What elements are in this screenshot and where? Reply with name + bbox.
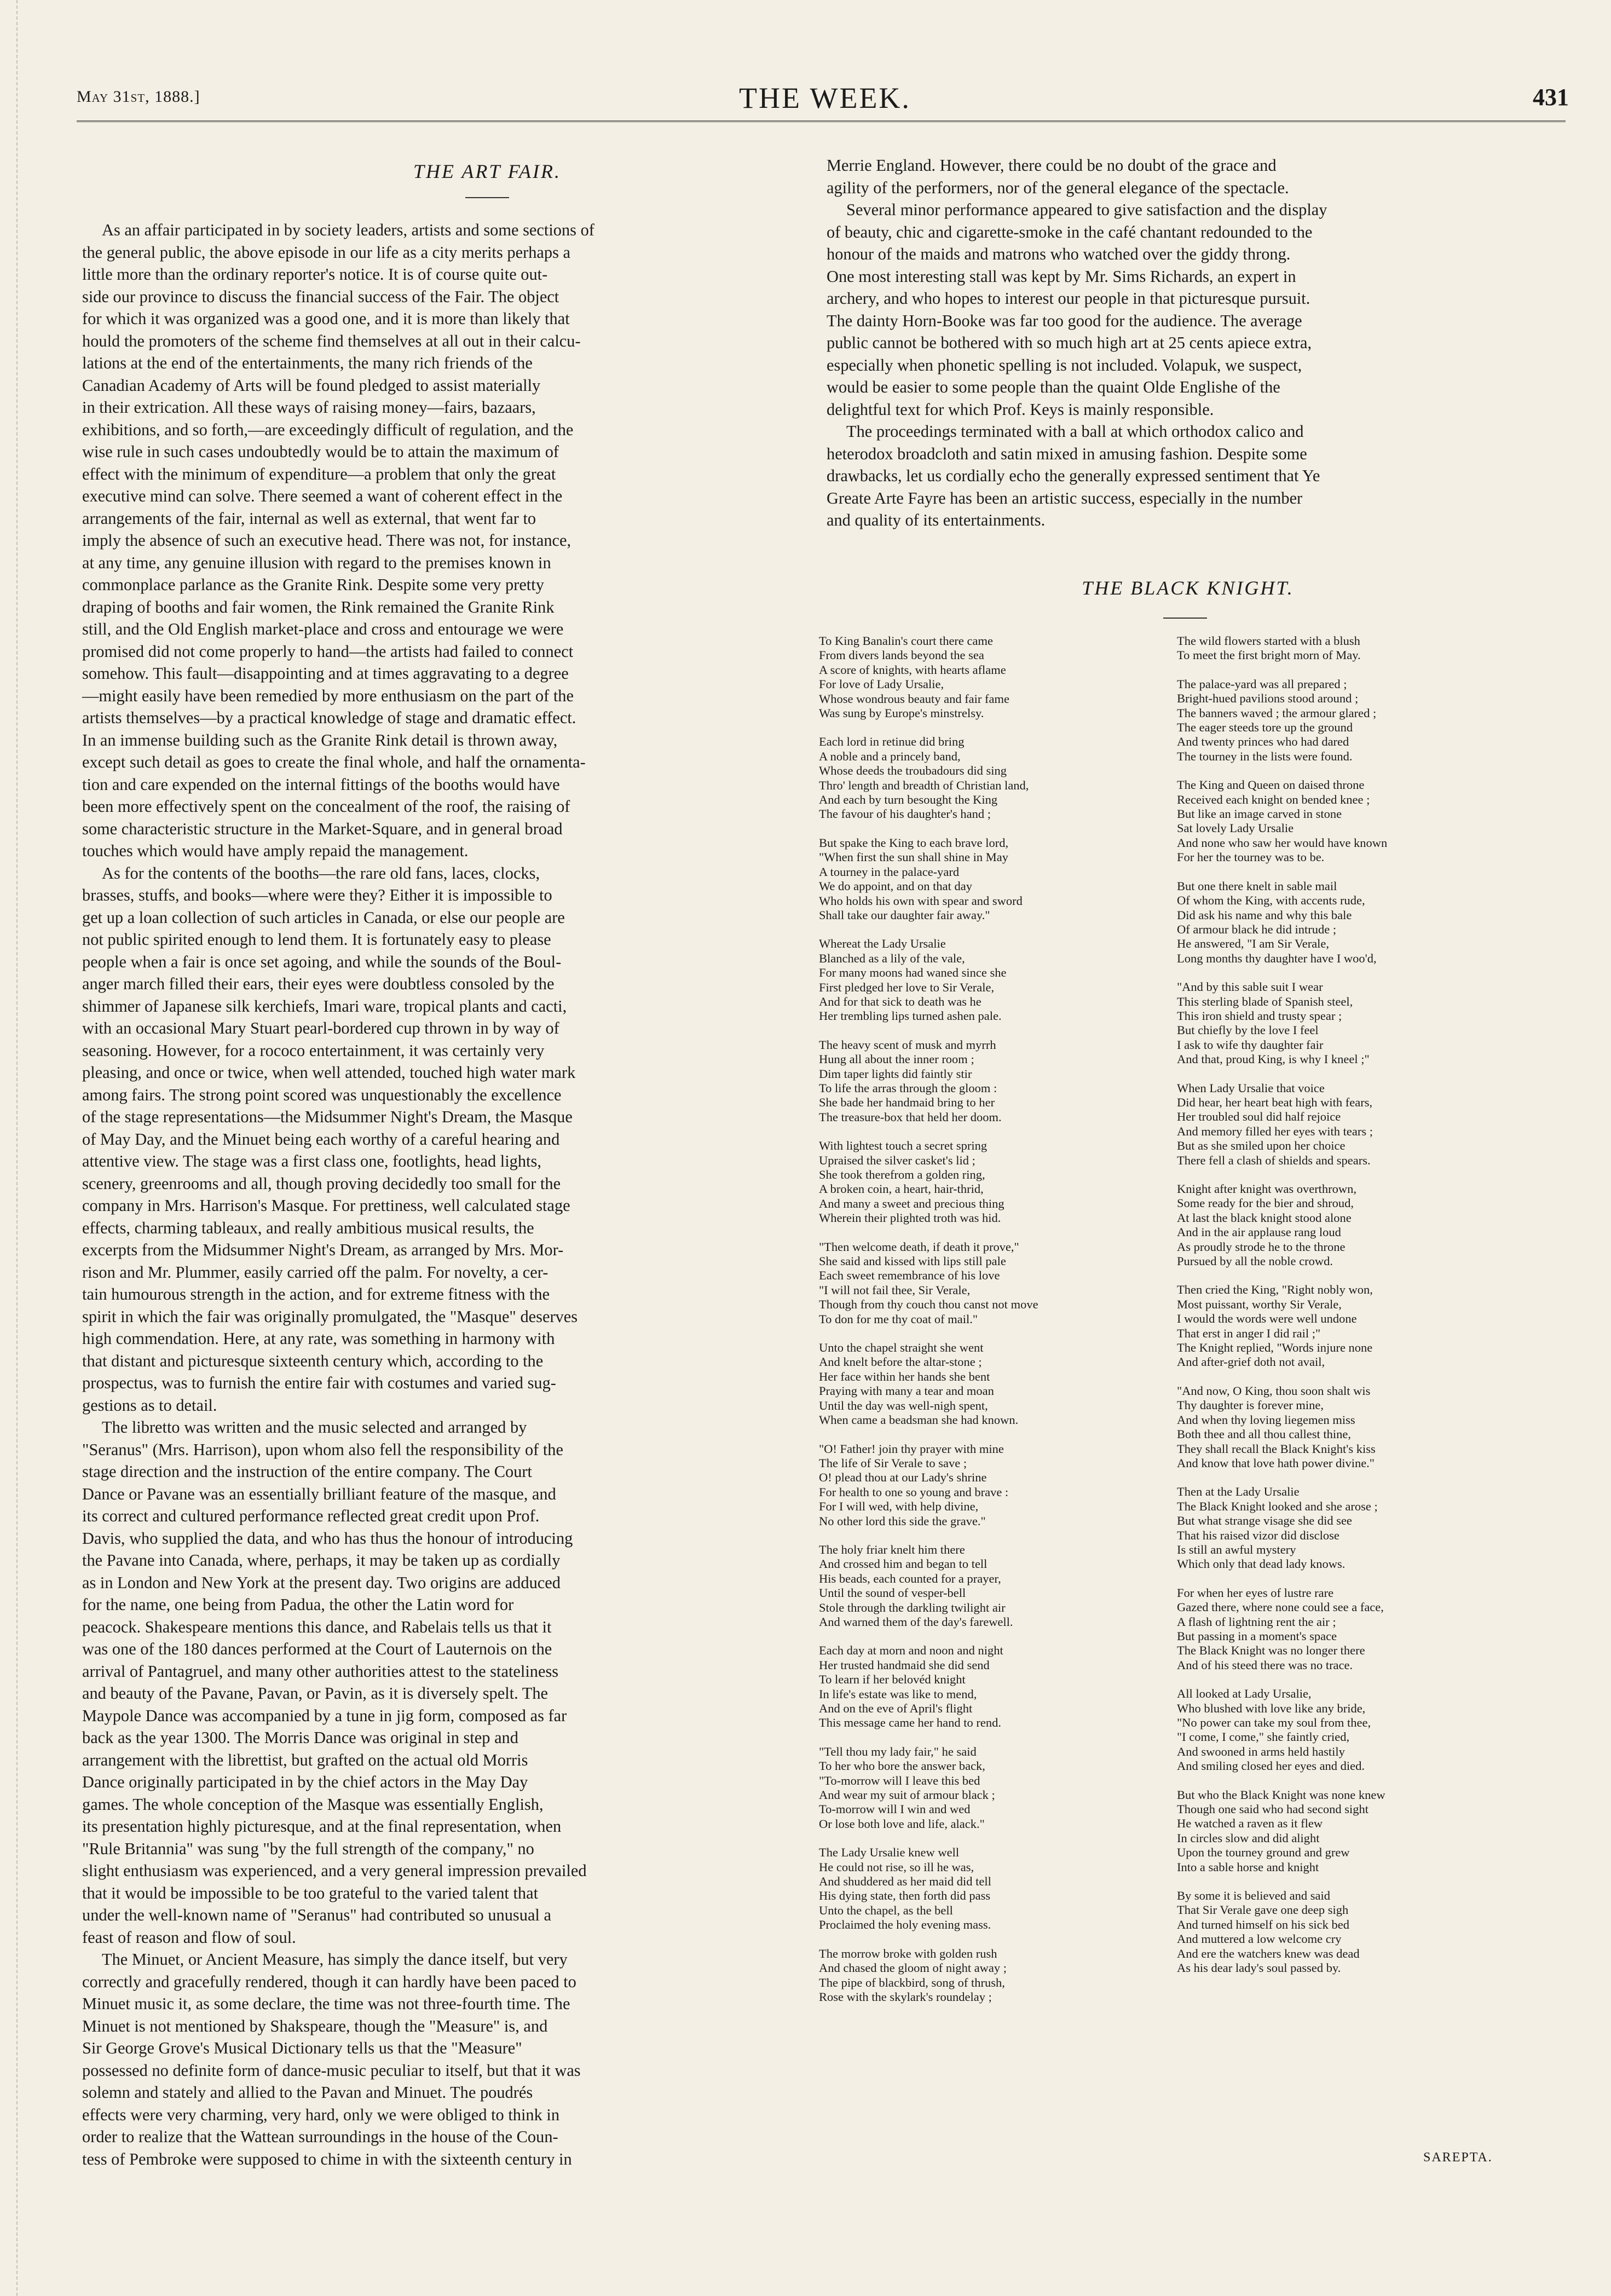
- page-number: 431: [1533, 84, 1569, 111]
- header-rule: [77, 120, 1566, 122]
- poem-stanza: To King Banalin's court there came From divers lands beyond the sea A score of knights, with hearts aflame For love of Lady Ursalie, Whose wondrous beauty and fair fame Was sung by Europe's minstrelsy.: [819, 634, 1010, 720]
- art-fair-continuation: [827, 154, 1527, 532]
- poem-stanza: But who the Black Knight was none knew Though one said who had second sight He watched a raven as it flew In circles slow and did alight Upon the tourney ground and grew Into a sable horse and knight: [1177, 1787, 1385, 1874]
- poem-stanza: But one there knelt in sable mail Of whom the King, with accents rude, Did ask his name and why this bale Of armour black he did intrude ; He answered, "I am Sir Verale, Long months thy daughter have I woo'd,: [1177, 879, 1377, 965]
- poem-stanza: Knight after knight was overthrown, Some ready for the bier and shroud, At last the black knight stood alone And in the air applause rang loud As proudly strode he to the throne Pursued by all the noble crowd.: [1177, 1182, 1357, 1268]
- art-fair-body: [82, 219, 788, 2170]
- black-knight-title: THE BLACK KNIGHT.: [1082, 577, 1294, 599]
- poem-left-column: [819, 634, 1169, 2018]
- poem-stanza: The King and Queen on daised throne Received each knight on bended knee ; But like an image carved in stone Sat lovely Lady Ursalie And none who saw her would have known For her the tourney was to be.: [1177, 778, 1388, 864]
- art-fair-paragraph: As an affair participated in by society leaders, artists and some sections of the general public, the above episode in our life as a city merits perhaps a little more than the ordinary reporter's notice. It is of course quite out- side our province to discuss the financial success of the Fair. The object for which it was organized was a good one, and it is more than likely that hould the promoters of the scheme find themselves at all out in their calcu- lations at the end of the entertainments, the many rich friends of the Canadian Academy of Arts will be found pledged to assist materially in their extrication. All these ways of raising money—fairs, bazaars, exhibitions, and so forth,—are exceedingly difficult of regulation, and the wise rule in such cases undoubtedly would be to attain the maximum of effect with the minimum of expenditure—a problem that only the great executive mind can solve. There seemed a want of coherent effect in the arrangements of the fair, internal as well as external, that went far to imply the absence of such an executive head. There was not, for instance, at any time, any genuine illusion with regard to the premises known in commonplace parlance as the Granite Rink. Despite some very pretty draping of booths and fair women, the Rink remained the Granite Rink still, and the Old English market-place and cross and entourage we were promised did not come properly to hand—the artists had failed to connect somehow. This fault—disappointing and at times aggravating to a degree —might easily have been remedied by more enthusiasm on the part of the artists themselves—by a practical knowledge of stage and dramatic effect. In an immense building such as the Granite Rink detail is thrown away, except such detail as goes to create the final whole, and half the ornamenta- tion and care expended on the internal fittings of the booths would have been more effectively spent on the concealment of the roof, the raising of some characteristic structure in the Market-Square, and in general broad touches which would have amply repaid the management.: [82, 221, 594, 860]
- art-fair-paragraph: As for the contents of the booths—the rare old fans, laces, clocks, brasses, stuffs, and books—where were they? Either it is impossible to get up a loan collection of such articles in Canada, or else our people are not public spirited enough to lend them. It is fortunately easy to please people when a fair is once set agoing, and while the sounds of the Boul- anger march filled their ears, their eyes were doubtless consoled by the shimmer of Japanese silk kerchiefs, Imari ware, tropical plants and cacti, with an occasional Mary Stuart pearl-bordered cup thrown in by way of seasoning. However, for a rococo entertainment, it was certainly very pleasing, and once or twice, when well attended, touched high water mark among fairs. The strong point scored was unquestionably the excellence of the stage representations—the Midsummer Night's Dream, the Masque of May Day, and the Minuet being each worthy of a careful hearing and attentive view. The stage was a first class one, footlights, head lights, scenery, greenrooms and all, though proving decidedly too small for the company in Mrs. Harrison's Masque. For prettiness, well calculated stage effects, charming tableaux, and really ambitious musical results, the excerpts from the Midsummer Night's Dream, as arranged by Mrs. Mor- rison and Mr. Plummer, easily carried off the palm. For novelty, a cer- tain humourous strength in the action, and for extreme fitness with the spirit in which the fair was originally promulgated, the "Masque" deserves high commendation. Here, at any rate, was something in harmony with that distant and picturesque sixteenth century which, according to the prospectus, was to furnish the entire fair with costumes and varied sug- gestions as to detail.: [82, 863, 578, 1415]
- poem-stanza: The wild flowers started with a blush To meet the first bright morn of May.: [1177, 634, 1361, 662]
- poem-stanza: "Then welcome death, if death it prove," She said and kissed with lips still pale Each sweet remembrance of his love "I will not fail thee, Sir Verale, Though from thy couch thou canst not move To don for me thy coat of mail.": [819, 1239, 1038, 1326]
- poem-stanza: Each lord in retinue did bring A noble and a princely band, Whose deeds the troubadours did sing Thro' length and breadth of Christian land, And each by turn besought the King The favour of his daughter's hand ;: [819, 735, 1029, 821]
- masthead-title: THE WEEK.: [739, 82, 911, 114]
- art-fair-continuation-paragraph: Merrie England. However, there could be no doubt of the grace and agility of the performers, nor of the general elegance of the spectacle.: [827, 156, 1289, 197]
- binding-margin: [16, 0, 18, 2296]
- poem-signature: SAREPTA.: [1423, 2150, 1493, 2165]
- poem-stanza: Unto the chapel straight she went And knelt before the altar-stone ; Her face within her hands she bent Praying with many a tear and moan Until the day was well-nigh spent, When came a beadsman she had known.: [819, 1341, 1019, 1427]
- poem-stanza: "O! Father! join thy prayer with mine The life of Sir Verale to save ; O! plead thou at our Lady's shrine For health to one so young and brave : For I will wed, with help divine, No other lord this side the grave.": [819, 1441, 1009, 1528]
- poem-stanza: All looked at Lady Ursalie, Who blushed with love like any bride, "No power can take my soul from thee, "I come, I come," she faintly cried, And swooned in arms held hastily And smiling closed her eyes and died.: [1177, 1687, 1371, 1773]
- poem-stanza: The palace-yard was all prepared ; Bright-hued pavilions stood around ; The banners waved ; the armour glared ; The eager steeds tore up the ground And twenty princes who had dared The tourney in the lists were found.: [1177, 677, 1377, 763]
- art-fair-continuation-paragraph: Several minor performance appeared to give satisfaction and the display of beauty, chic and cigarette-smoke in the café chantant redounded to the honour of the maids and matrons who watched over the giddy throng. One most interesting stall was kept by Mr. Sims Richards, an expert in archery, and who hopes to interest our people in that picturesque pursuit. The dainty Horn-Booke was far too good for the audience. The average public cannot be bothered with so much high art at 25 cents apiece extra, especially when phonetic spelling is not included. Volapuk, we suspect, would be easier to some people than the quaint Olde Englishe of the delightful text for which Prof. Keys is mainly responsible.: [827, 200, 1327, 419]
- poem-stanza: Then at the Lady Ursalie The Black Knight looked and she arose ; But what strange visage she did see That his raised vizor did disclose Is still an awful mystery Which only that dead lady knows.: [1177, 1485, 1378, 1571]
- poem-stanza: The morrow broke with golden rush And chased the gloom of night away ; The pipe of blackbird, song of thrush, Rose with the skylark's roundelay ;: [819, 1946, 1007, 2004]
- poem-right-column: [1177, 634, 1538, 1990]
- art-fair-title: THE ART FAIR.: [413, 160, 562, 182]
- poem-stanza: Then cried the King, "Right nobly won, Most puissant, worthy Sir Verale, I would the words were well undone That erst in anger I did rail ;" The Knight replied, "Words injure none And after-grief doth not avail,: [1177, 1283, 1373, 1369]
- poem-stanza: The Lady Ursalie knew well He could not rise, so ill he was, And shuddered as her maid did tell His dying state, then forth did pass Unto the chapel, as the bell Proclaimed the holy evening mass.: [819, 1845, 991, 1932]
- poem-stanza: Each day at morn and noon and night Her trusted handmaid she did send To learn if her belovéd knight In life's estate was like to mend, And on the eve of April's flight This message came her hand to rend.: [819, 1643, 1003, 1730]
- poem-stanza: When Lady Ursalie that voice Did hear, her heart beat high with fears, Her troubled soul did half rejoice And memory filled her eyes with tears ; But as she smiled upon her choice There fell a clash of shields and spears.: [1177, 1081, 1373, 1167]
- poem-stanza: The heavy scent of musk and myrrh Hung all about the inner room ; Dim taper lights did faintly stir To life the arras through the gloom : She bade her handmaid bring to her The treasure-box that held her doom.: [819, 1037, 1002, 1124]
- poem-stanza: But spake the King to each brave lord, "When first the sun shall shine in May A tourney in the palace-yard We do appoint, and on that day Who holds his own with spear and sword Shall take our daughter fair away.": [819, 835, 1023, 922]
- poem-stanza: By some it is believed and said That Sir Verale gave one deep sigh And turned himself on his sick bed And muttered a low welcome cry And ere the watchers knew was dead As his dear lady's soul passed by.: [1177, 1889, 1360, 1975]
- art-fair-paragraph: The libretto was written and the music selected and arranged by "Seranus" (Mrs. Harrison), upon whom also fell the responsibility of the stage direction and the instruction of the entire company. The Court Dance or Pavane was an essentially brilliant feature of the masque, and its correct and cultured performance reflected great credit upon Prof. Davis, who supplied the data, and who has thus the honour of introducing the Pavane into Canada, where, perhaps, it may be taken up as cordially as in London and New York at the present day. Two origins are adduced for the name, one being from Padua, the other the Latin word for peacock. Shakespeare mentions this dance, and Rabelais tells us that it was one of the 180 dances performed at the Court of Lauternois on the arrival of Pantagruel, and many other authorities attest to the stateliness and beauty of the Pavane, Pavan, or Pavin, as it is diversely spelt. The Maypole Dance was accompanied by a tune in jig form, composed as far back as the year 1300. The Morris Dance was original in step and arrangement with the librettist, but grafted on the actual old Morris Dance originally participated in by the chief actors in the May Day games. The whole conception of the Masque was essentially English, its presentation highly picturesque, and at the final representation, when "Rule Britannia" was sung "by the full strength of the company," no slight enthusiasm was experienced, and a very general impression prevailed that it would be impossible to be too grateful to the varied talent that under the well-known name of "Seranus" had contributed so unusual a feast of reason and flow of soul.: [82, 1418, 587, 1947]
- poem-stanza: "And by this sable suit I wear This sterling blade of Spanish steel, This iron shield and trusty spear ; But chiefly by the love I feel I ask to wife thy daughter fair And that, proud King, is why I kneel ;": [1177, 980, 1370, 1066]
- issue-date: May 31st, 1888.]: [77, 88, 200, 106]
- art-fair-title-rule: [465, 197, 509, 198]
- poem-stanza: For when her eyes of lustre rare Gazed there, where none could see a face, A flash of lightning rent the air ; But passing in a moment's space The Black Knight was no longer there And of his steed there was no trace.: [1177, 1585, 1384, 1672]
- poem-stanza: The holy friar knelt him there And crossed him and began to tell His beads, each counted for a prayer, Until the sound of vesper-bell Stole through the darkling twilight air And warned them of the day's farewell.: [819, 1542, 1013, 1629]
- poem-stanza: "And now, O King, thou soon shalt wis Thy daughter is forever mine, And when thy loving liegemen miss Both thee and all thou callest thine, They shall recall the Black Knight's kiss And know that love hath power divine.": [1177, 1383, 1376, 1470]
- art-fair-continuation-paragraph: The proceedings terminated with a ball at which orthodox calico and heterodox broadcloth and satin mixed in amusing fashion. Despite some drawbacks, let us cordially echo the generally expressed sentiment that Ye Greate Arte Fayre has been an artistic success, especially in the number and quality of its entertainments.: [827, 422, 1320, 529]
- art-fair-paragraph: The Minuet, or Ancient Measure, has simply the dance itself, but very correctly and gracefully rendered, though it can hardly have been paced to Minuet music it, as some declare, the time was not three-fourth time. The Minuet is not mentioned by Shakspeare, though the "Measure" is, and Sir George Grove's Musical Dictionary tells us that the "Measure" possessed no definite form of dance-music peculiar to itself, but that it was solemn and stately and allied to the Pavan and Minuet. The poudrés effects were very charming, very hard, only we were obliged to think in order to realize that the Wattean surroundings in the house of the Coun- tess of Pembroke were supposed to chime in with the sixteenth century in: [82, 1950, 581, 2168]
- poem-stanza: "Tell thou my lady fair," he said To her who bore the answer back, "To-morrow will I leave this bed And wear my suit of armour black ; To-morrow will I win and wed Or lose both love and life, alack.": [819, 1744, 995, 1831]
- poem-stanza: With lightest touch a secret spring Upraised the silver casket's lid ; She took therefrom a golden ring, A broken coin, a heart, hair-thrid, And many a sweet and precious thing Wherein their plighted troth was hid.: [819, 1139, 1004, 1225]
- black-knight-title-rule: [1163, 618, 1207, 619]
- poem-stanza: Whereat the Lady Ursalie Blanched as a lily of the vale, For many moons had waned since she First pledged her love to Sir Verale, And for that sick to death was he Her trembling lips turned ashen pale.: [819, 937, 1007, 1023]
